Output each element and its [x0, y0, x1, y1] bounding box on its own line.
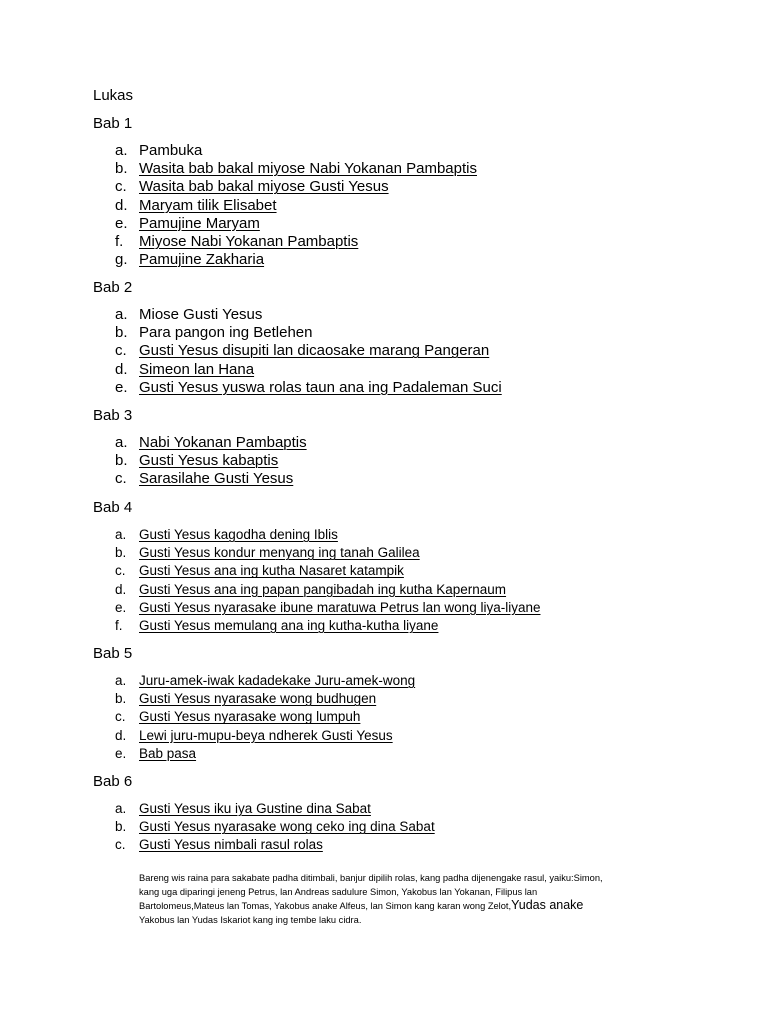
- list-marker: a.: [115, 306, 128, 323]
- list-item: [93, 160, 693, 178]
- section-list: [93, 526, 693, 635]
- section-link[interactable]: Pamujine Maryam: [139, 214, 260, 232]
- section-link[interactable]: Bab pasa: [139, 745, 197, 761]
- section-link[interactable]: Wasita bab bakal miyose Gusti Yesus: [139, 178, 389, 196]
- list-marker: e.: [115, 214, 128, 232]
- section-link[interactable]: Gusti Yesus kabaptis: [139, 452, 279, 470]
- section-link[interactable]: Gusti Yesus nimbali rasul rolas: [139, 837, 323, 853]
- list-item: [93, 233, 693, 251]
- list-marker: f.: [115, 617, 123, 633]
- list-marker: c.: [115, 563, 126, 579]
- list-item: [93, 361, 693, 379]
- chapter-section: [93, 279, 693, 397]
- footnote-line: Yakobus lan Yudas Iskariot kang ing tembe laku cidra.: [139, 914, 362, 925]
- chapter-heading: Bab 1: [93, 115, 133, 132]
- list-marker: d.: [115, 727, 127, 743]
- footnote-large-text: Yudas anake: [511, 898, 584, 912]
- list-item: [93, 215, 693, 233]
- section-link[interactable]: Gusti Yesus iku iya Gustine dina Sabat: [139, 801, 371, 816]
- list-marker: g.: [115, 251, 128, 269]
- section-link[interactable]: Sarasilahe Gusti Yesus: [139, 470, 294, 488]
- section-link[interactable]: Gusti Yesus ana ing papan pangibadah ing kutha Kapernaum: [139, 581, 507, 597]
- list-item: [93, 306, 693, 324]
- chapter-section: [93, 407, 693, 489]
- section-link[interactable]: Juru-amek-iwak kadadekake Juru-amek-wong: [139, 673, 416, 688]
- list-marker: a.: [115, 434, 128, 451]
- list-item: [93, 727, 693, 745]
- list-marker: f.: [115, 232, 124, 250]
- list-item: [93, 745, 693, 763]
- list-marker: b.: [115, 819, 127, 835]
- section-link[interactable]: Gusti Yesus disupiti lan dicaosake marang Pangeran: [139, 342, 490, 360]
- chapter-heading: Bab 2: [93, 279, 133, 296]
- list-item: [93, 836, 693, 854]
- list-item: [93, 544, 693, 562]
- chapter-section: [93, 773, 693, 855]
- section-link[interactable]: Gusti Yesus nyarasake wong budhugen: [139, 691, 377, 707]
- section-link[interactable]: Pamujine Zakharia: [139, 251, 265, 269]
- list-marker: d.: [115, 360, 128, 378]
- footnote-line: Bartolomeus,Mateus lan Tomas, Yakobus anake Alfeus, lan Simon kang karan wong Zelot,: [139, 901, 512, 911]
- section-list: [93, 142, 693, 269]
- list-item: [93, 142, 693, 160]
- list-item: [93, 672, 693, 690]
- chapter-section: [93, 115, 693, 269]
- list-item: [93, 178, 693, 196]
- list-marker: c.: [115, 178, 127, 196]
- list-item: [93, 452, 693, 470]
- list-item: [93, 434, 693, 452]
- chapter-heading: Bab 6: [93, 773, 133, 790]
- section-link[interactable]: Gusti Yesus nyarasake wong lumpuh: [139, 709, 361, 725]
- list-marker: c.: [115, 837, 126, 853]
- section-title: Para pangon ing Betlehen: [139, 324, 313, 342]
- footnote-paragraph: [139, 872, 659, 927]
- section-link[interactable]: Nabi Yokanan Pambaptis: [139, 434, 307, 451]
- list-item: [93, 800, 693, 818]
- list-item: [93, 708, 693, 726]
- section-link[interactable]: Gusti Yesus ana ing kutha Nasaret katampik: [139, 563, 404, 579]
- list-item: [93, 251, 693, 269]
- section-list: [93, 672, 693, 763]
- list-marker: c.: [115, 470, 127, 488]
- footnote-line: Bareng wis raina para sakabate padha ditimbali, banjur dipilih rolas, kang padha dijenengake rasul, yaiku:Simon,: [139, 873, 603, 883]
- list-item: [93, 470, 693, 488]
- list-marker: d.: [115, 581, 127, 597]
- list-marker: a.: [115, 142, 128, 159]
- list-marker: b.: [115, 691, 127, 707]
- list-marker: c.: [115, 709, 126, 725]
- list-marker: d.: [115, 196, 128, 214]
- list-item: [93, 324, 693, 342]
- section-list: [93, 306, 693, 397]
- section-title: Pambuka: [139, 142, 203, 159]
- list-marker: b.: [115, 324, 128, 342]
- section-list: [93, 434, 693, 489]
- list-item: [93, 617, 693, 635]
- section-link[interactable]: Wasita bab bakal miyose Nabi Yokanan Pambaptis: [139, 160, 477, 178]
- list-marker: e.: [115, 745, 127, 761]
- document-title: Lukas: [93, 87, 134, 104]
- list-item: [93, 526, 693, 544]
- section-link[interactable]: Maryam tilik Elisabet: [139, 196, 277, 214]
- list-item: [93, 379, 693, 397]
- list-item: [93, 197, 693, 215]
- list-item: [93, 562, 693, 580]
- list-item: [93, 818, 693, 836]
- list-marker: e.: [115, 599, 127, 615]
- chapter-heading: Bab 4: [93, 499, 133, 516]
- chapter-heading: Bab 5: [93, 645, 133, 662]
- list-marker: e.: [115, 378, 128, 396]
- section-list: [93, 800, 693, 855]
- list-item: [93, 342, 693, 360]
- list-item: [93, 581, 693, 599]
- section-link[interactable]: Simeon lan Hana: [139, 360, 255, 378]
- chapter-heading: Bab 3: [93, 407, 133, 424]
- list-marker: a.: [115, 801, 127, 816]
- list-item: [93, 690, 693, 708]
- section-link[interactable]: Miyose Nabi Yokanan Pambaptis: [139, 232, 359, 250]
- section-link[interactable]: Gusti Yesus nyarasake ibune maratuwa Petrus lan wong liya-liyane: [139, 599, 541, 615]
- section-link[interactable]: Gusti Yesus yuswa rolas taun ana ing Padaleman Suci: [139, 378, 502, 396]
- list-marker: c.: [115, 342, 127, 360]
- section-link[interactable]: Gusti Yesus kondur menyang ing tanah Galilea: [139, 545, 420, 561]
- list-marker: b.: [115, 160, 128, 178]
- list-item: [93, 599, 693, 617]
- chapter-section: [93, 645, 693, 763]
- section-link[interactable]: Gusti Yesus nyarasake wong ceko ing dina Sabat: [139, 819, 435, 835]
- list-marker: a.: [115, 673, 127, 688]
- chapter-section: [93, 499, 693, 635]
- section-link[interactable]: Gusti Yesus kagodha dening Iblis: [139, 527, 338, 542]
- section-title: Miose Gusti Yesus: [139, 306, 263, 323]
- footnote-line: kang uga diparingi jeneng Petrus, lan Andreas sadulure Simon, Yakobus lan Yokanan, Filipus lan: [139, 886, 538, 897]
- section-link[interactable]: Gusti Yesus memulang ana ing kutha-kutha liyane: [139, 617, 439, 633]
- list-marker: b.: [115, 545, 127, 561]
- list-marker: b.: [115, 452, 128, 470]
- section-link[interactable]: Lewi juru-mupu-beya ndherek Gusti Yesus: [139, 727, 393, 743]
- list-marker: a.: [115, 527, 127, 542]
